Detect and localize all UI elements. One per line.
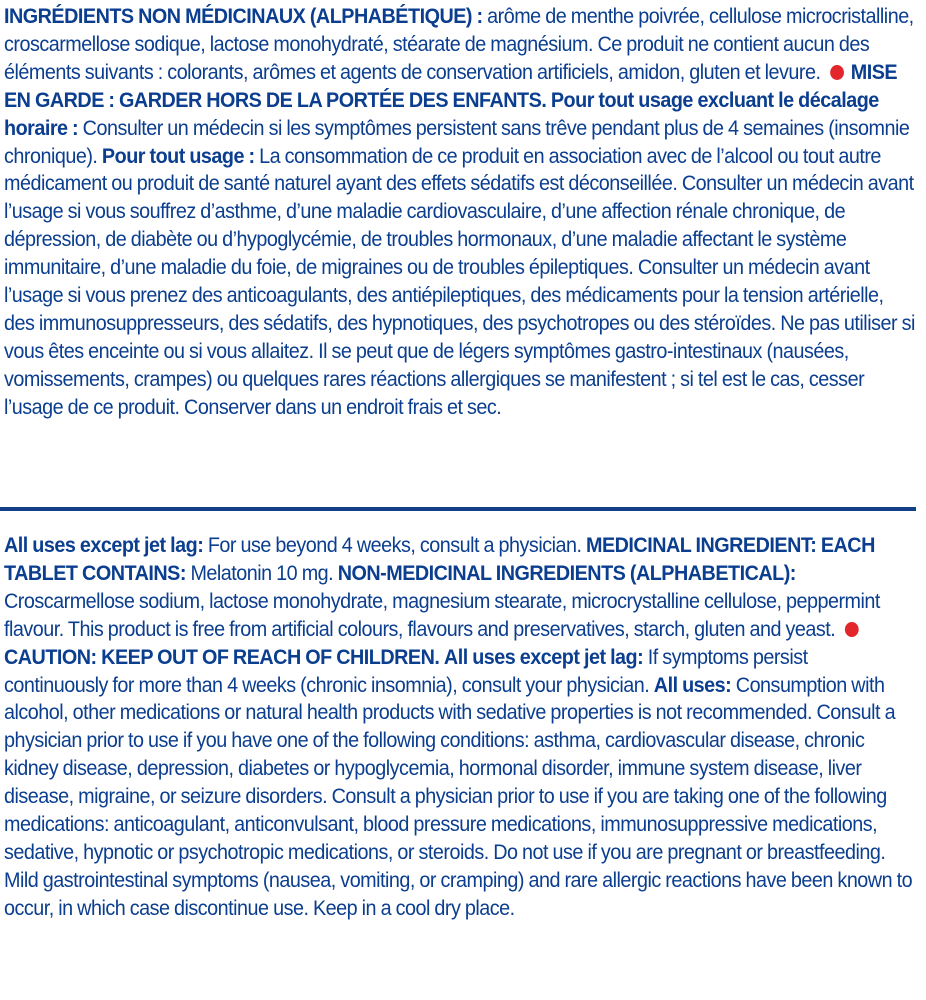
en-non-medicinal-text: Croscarmellose sodium, lactose monohydrate, magnesium stearate, microcrystalline cellulose, peppermint flavour. This product is free from artificial colours, flavours and preservatives, starch, gluten and yeast. bbox=[4, 588, 880, 641]
section-divider bbox=[0, 507, 916, 511]
en-except-jetlag-text-2: If symptoms persist continuously for more than 4 weeks (chronic insomnia), consult your physician. bbox=[4, 644, 808, 697]
en-all-uses-text: Consumption with alcohol, other medications or natural health products with sedative properties is not recommended. Consult a physician prior to use if you have one of the following conditions: asthma, cardiovascular disease, chronic kidney disease, depression, diabetes or hypoglycemia, hormonal disorder, immune system disease, liver disease, migraine, or seizure disorders. Consult a physician prior to use if you are taking one of the following medications: anticoagulant, anticonvulsant, blood pressure medications, immunosuppressive medications, sedative, hypnotic or psychotropic medications, or steroids. Do not use if you are pregnant or breastfeeding. Mild gastrointestinal symptoms (nausea, vomiting, or cramping) and rare allergic reactions have been known to occur, in which case discontinue use. Keep in a cool dry place. bbox=[4, 672, 913, 920]
fr-non-medicinal-text: arôme de menthe poivrée, cellulose microcristalline, croscarmellose sodique, lactose monohydraté, stéarate de magnésium. Ce produit ne contient aucun des éléments suivants : colorants, arômes et agents de conservation artificiels, amidon, gluten et levure. bbox=[4, 4, 914, 84]
en-caution-bullet-icon bbox=[845, 622, 859, 637]
en-except-jetlag-label-2: All uses except jet lag: bbox=[443, 644, 644, 669]
fr-no-jetlag-text: Consulter un médecin si les symptômes persistent sans trêve pendant plus de 4 semaines (insomnie chronique). bbox=[4, 115, 910, 168]
en-caution-label: CAUTION: KEEP OUT OF REACH OF CHILDREN. bbox=[4, 644, 440, 669]
en-medicinal-text: Melatonin 10 mg. bbox=[190, 560, 334, 585]
fr-non-medicinal-label: INGRÉDIENTS NON MÉDICINAUX (ALPHABÉTIQUE) : bbox=[4, 4, 483, 28]
en-non-medicinal-label: NON-MEDICINAL INGREDIENTS (ALPHABETICAL): bbox=[337, 560, 796, 585]
fr-no-jetlag-label: Pour tout usage excluant le décalage horaire : bbox=[4, 87, 879, 140]
fr-all-uses-label: Pour tout usage : bbox=[101, 143, 255, 168]
french-section bbox=[4, 3, 916, 422]
en-all-uses-label: All uses: bbox=[653, 672, 732, 697]
en-medicinal-label: MEDICINAL INGREDIENT: EACH TABLET CONTAINS: bbox=[4, 533, 875, 585]
fr-all-uses-text: La consommation de ce produit en association avec de l’alcool ou tout autre médicament ou produit de santé naturel ayant des effets sédatifs est déconseillée. Consulter un médecin avant l’usage si vous souffrez d’asthme, d’une maladie cardiovasculaire, d’une affection rénale chronique, de dépression, de diabète ou d’hypoglycémie, de troubles hormonaux, d’une maladie affectant le système immunitaire, d’une maladie du foie, de migraines ou de troubles épileptiques. Consulter un médecin avant l’usage si vous prenez des anticoagulants, des antiépileptiques, des médicaments pour la tension artérielle, des immunosuppresseurs, des sédatifs, des hypnotiques, des psychotropes ou des stéroïdes. Ne pas utiliser si vous êtes enceinte ou si vous allaitez. Il se peut que de légers symptômes gastro-intestinaux (nausées, vomissements, crampes) ou quelques rares réactions allergiques se manifestent ; si tel est le cas, cesser l’usage de ce produit. Conserver dans un endroit frais et sec. bbox=[4, 143, 915, 419]
en-except-jetlag-label: All uses except jet lag: bbox=[4, 533, 204, 557]
english-section bbox=[4, 532, 916, 923]
fr-warning-label: MISE EN GARDE : GARDER HORS DE LA PORTÉE DES ENFANTS. bbox=[4, 59, 898, 112]
en-except-jetlag-text: For use beyond 4 weeks, consult a physician. bbox=[207, 533, 582, 557]
fr-warning-bullet-icon bbox=[831, 65, 845, 80]
